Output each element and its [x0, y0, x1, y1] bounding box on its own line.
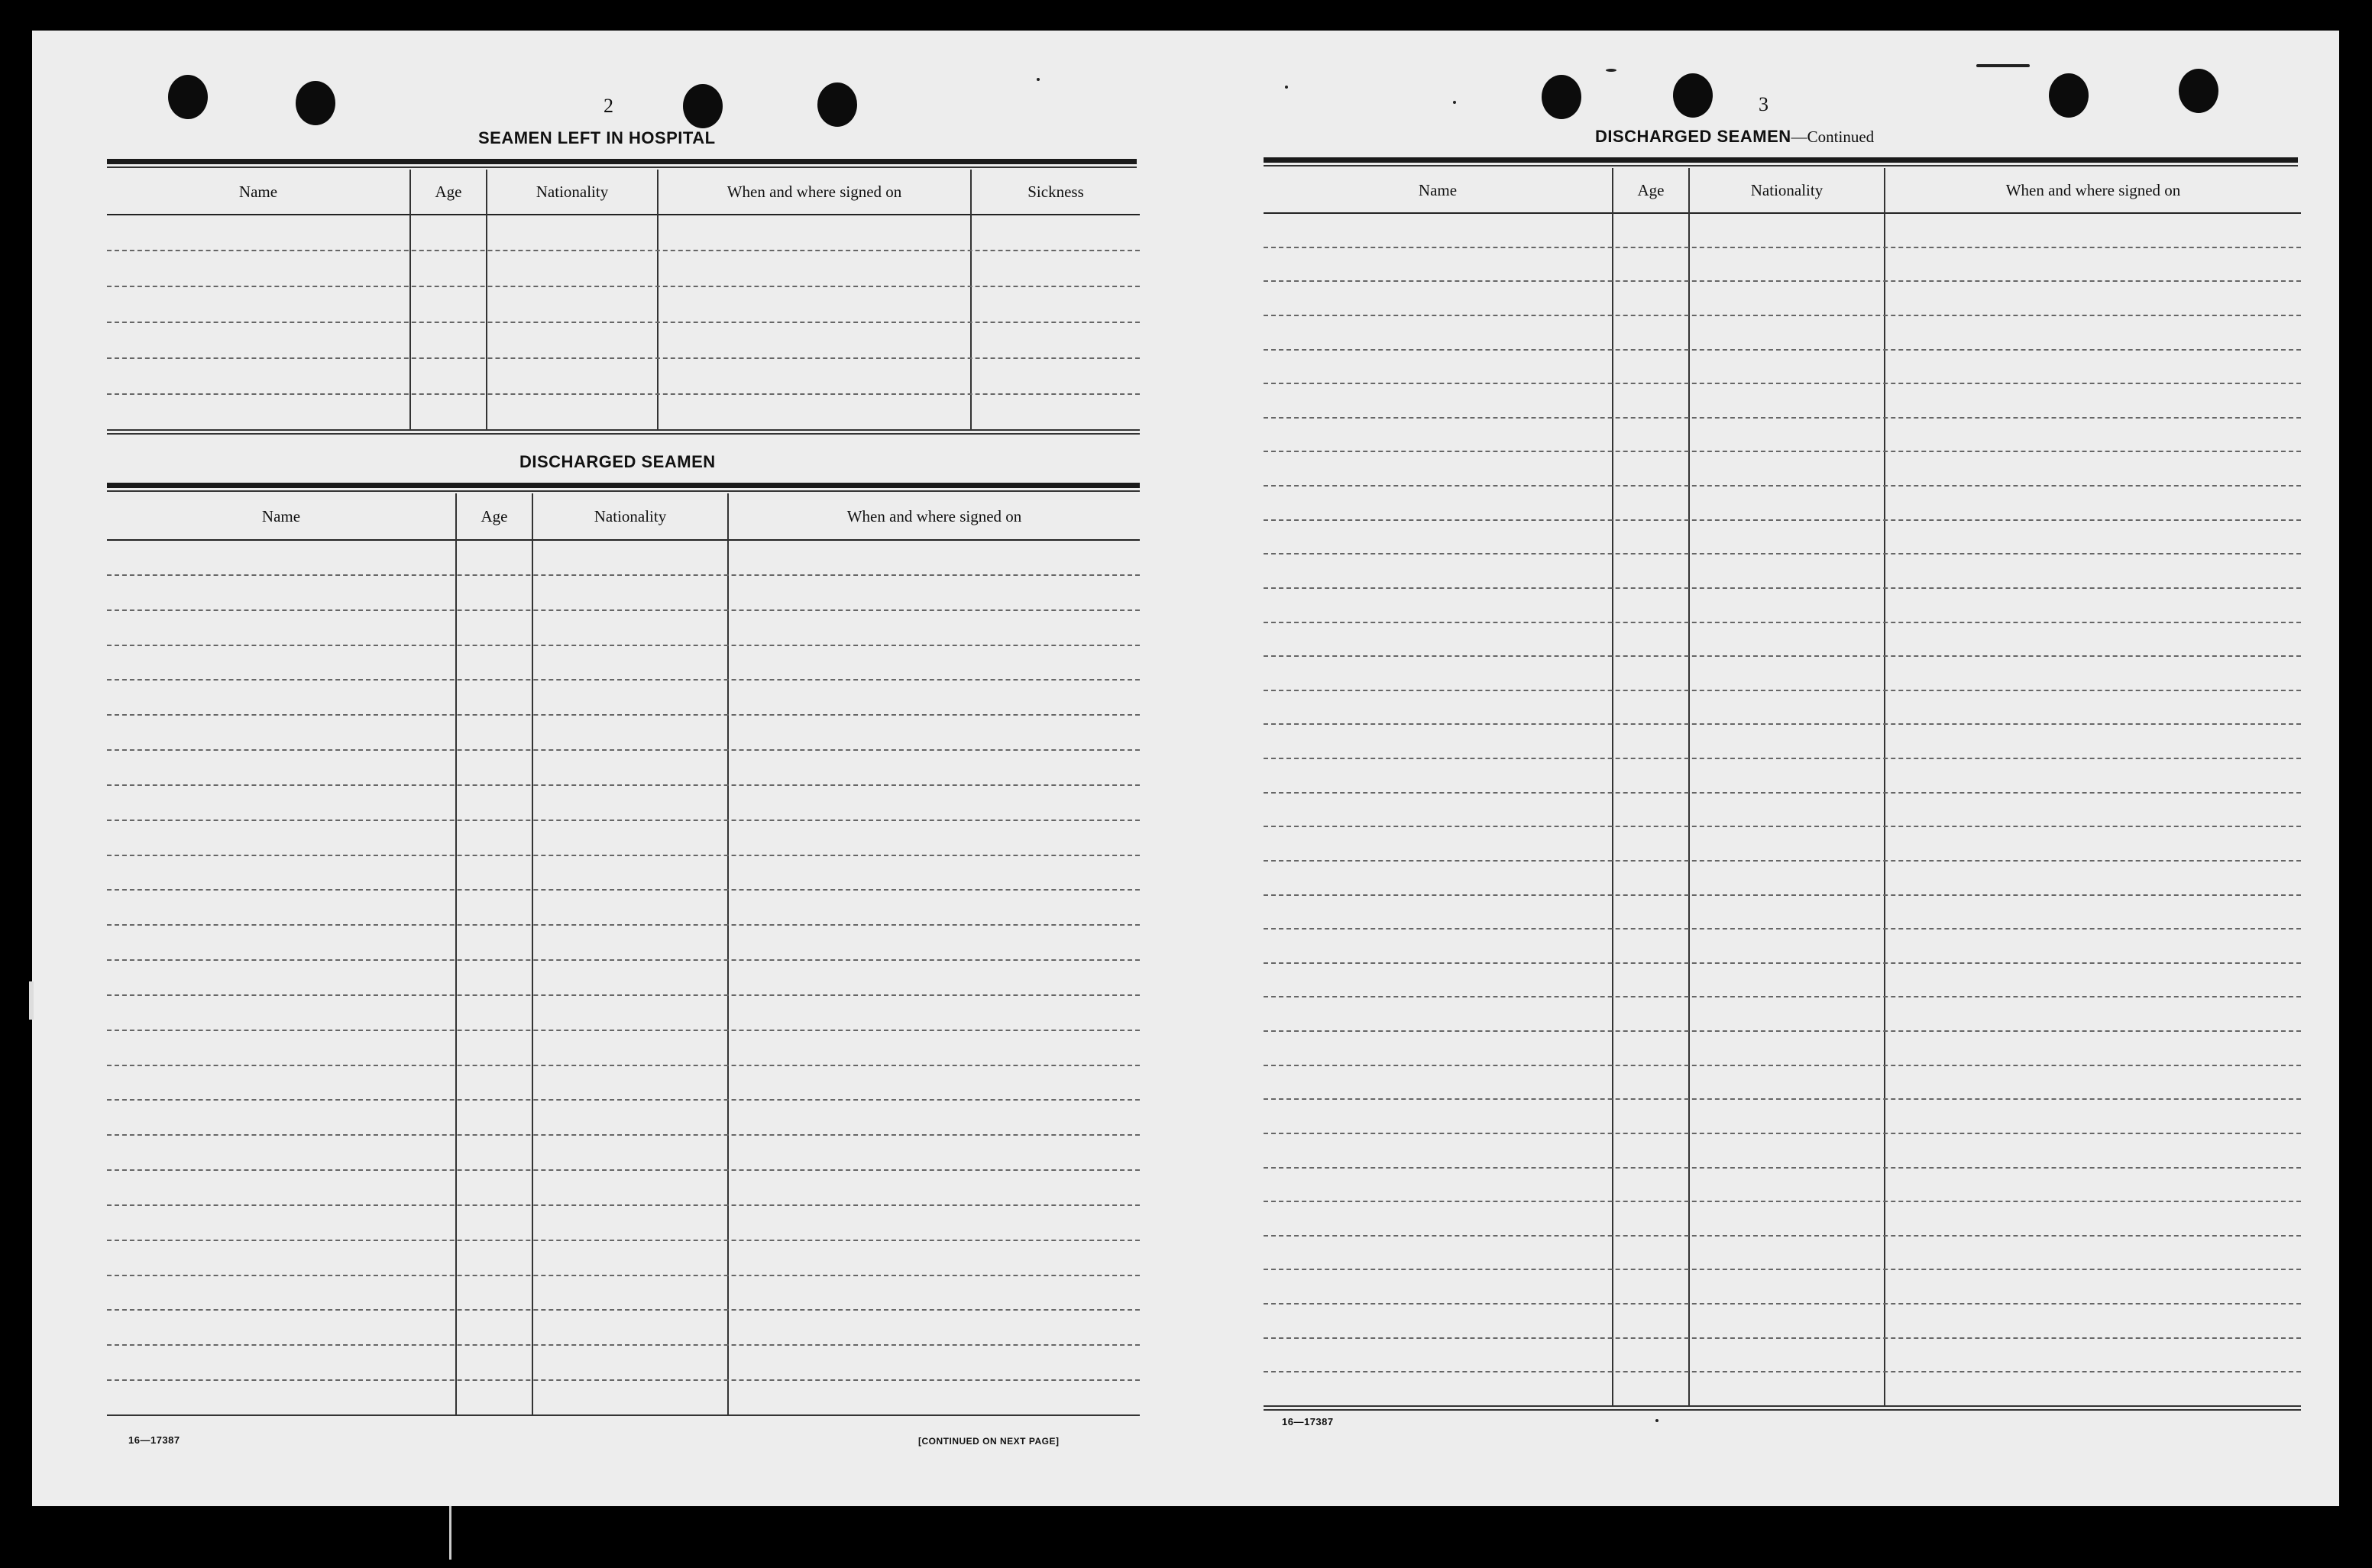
- column-divider: [532, 493, 533, 1414]
- table-row: [107, 1344, 1140, 1346]
- column-divider: [1884, 168, 1885, 1405]
- table-row: [1264, 1235, 2301, 1237]
- punch-hole: [2049, 73, 2089, 118]
- table-row: [1264, 451, 2301, 452]
- table-row: [1264, 280, 2301, 282]
- edge-mark: [449, 1506, 451, 1560]
- discharged-title: DISCHARGED SEAMEN: [519, 452, 716, 471]
- hospital-col-when-where: When and where signed on: [726, 182, 902, 201]
- column-divider: [727, 493, 729, 1414]
- column-divider: [657, 170, 659, 429]
- discharged-continued-header: [1264, 168, 2301, 214]
- hospital-top-rule: [107, 159, 1137, 164]
- table-row: [1264, 553, 2301, 554]
- column-divider: [970, 170, 972, 429]
- table-row: [107, 714, 1140, 716]
- page-number-right: 3: [1759, 93, 1768, 115]
- table-row: [1264, 1030, 2301, 1032]
- table-row: [107, 645, 1140, 646]
- punch-hole: [683, 84, 723, 128]
- table-row: [107, 855, 1140, 856]
- table-row: [1264, 417, 2301, 419]
- table-row: [107, 1275, 1140, 1276]
- punch-hole: [1542, 75, 1581, 119]
- discharged-top-rule-thin: [107, 490, 1140, 492]
- table-row: [1264, 1371, 2301, 1372]
- punch-hole: [296, 81, 335, 125]
- punch-hole: [817, 82, 857, 127]
- table-row: [107, 1169, 1140, 1171]
- discharged-col-when-where: When and where signed on: [846, 506, 1022, 525]
- right-col-when-where: When and where signed on: [2005, 180, 2181, 199]
- continued-note: [CONTINUED ON NEXT PAGE]: [918, 1436, 1060, 1447]
- discharged-continued-table: [1264, 168, 2301, 1405]
- discharged-table: [107, 493, 1140, 1414]
- table-row: [107, 1309, 1140, 1311]
- table-row: [1264, 996, 2301, 997]
- table-row: [1264, 622, 2301, 623]
- table-row: [1264, 792, 2301, 794]
- table-row: [1264, 1303, 2301, 1305]
- table-row: [1264, 758, 2301, 759]
- discharged-bottom-rule: [107, 1414, 1140, 1416]
- punch-hole: [2179, 69, 2218, 113]
- continued-suffix: —Continued: [1791, 128, 1875, 146]
- hospital-top-rule-thin: [107, 166, 1137, 168]
- table-row: [1264, 1065, 2301, 1066]
- right-bottom-rule: [1264, 1405, 2301, 1407]
- hospital-table: [107, 170, 1140, 429]
- punch-hole: [1673, 73, 1713, 118]
- right-bottom-rule-2: [1264, 1409, 2301, 1411]
- speck: [1976, 64, 2030, 67]
- table-row: [107, 994, 1140, 996]
- discharged-continued-title-text: DISCHARGED SEAMEN: [1595, 127, 1791, 146]
- form-number-left: 16—17387: [128, 1434, 180, 1446]
- table-row: [107, 1065, 1140, 1066]
- table-row: [1264, 860, 2301, 862]
- discharged-top-rule: [107, 483, 1140, 488]
- table-row: [1264, 1098, 2301, 1100]
- discharged-col-nationality: Nationality: [594, 506, 667, 525]
- table-row: [107, 393, 1140, 395]
- column-divider: [1612, 168, 1613, 1405]
- table-row: [1264, 1269, 2301, 1270]
- table-row: [1264, 383, 2301, 384]
- speck: [1655, 1419, 1658, 1422]
- table-row: [107, 959, 1140, 961]
- hospital-title: SEAMEN LEFT IN HOSPITAL: [478, 128, 716, 147]
- table-row: [107, 1240, 1140, 1241]
- edge-mark: [29, 981, 34, 1020]
- column-divider: [455, 493, 457, 1414]
- table-row: [1264, 1201, 2301, 1202]
- table-row: [107, 784, 1140, 786]
- discharged-col-age: Age: [481, 506, 508, 525]
- hospital-col-age: Age: [435, 182, 462, 201]
- table-row: [107, 609, 1140, 611]
- table-row: [107, 322, 1140, 323]
- table-row: [107, 1379, 1140, 1381]
- table-row: [107, 286, 1140, 287]
- column-divider: [486, 170, 487, 429]
- table-row: [1264, 826, 2301, 827]
- column-divider: [409, 170, 411, 429]
- table-row: [1264, 349, 2301, 351]
- table-row: [107, 1134, 1140, 1136]
- table-row: [1264, 485, 2301, 487]
- page-number-left: 2: [604, 95, 613, 117]
- document-sheet: [32, 31, 2339, 1506]
- table-row: [107, 1204, 1140, 1206]
- table-row: [1264, 894, 2301, 896]
- table-row: [1264, 690, 2301, 691]
- hospital-bottom-rule: [107, 429, 1140, 431]
- table-row: [107, 679, 1140, 681]
- form-number-right: 16—17387: [1282, 1416, 1334, 1427]
- discharged-col-name: Name: [261, 506, 301, 525]
- table-row: [1264, 1337, 2301, 1339]
- table-row: [1264, 962, 2301, 964]
- table-row: [107, 820, 1140, 821]
- table-row: [1264, 928, 2301, 929]
- table-row: [107, 357, 1140, 359]
- hospital-table-header: [107, 170, 1140, 215]
- hospital-col-name: Name: [238, 182, 278, 201]
- right-col-age: Age: [1637, 180, 1665, 199]
- right-col-name: Name: [1418, 180, 1458, 199]
- speck: [1453, 101, 1456, 104]
- discharged-continued-title: [1595, 127, 1874, 147]
- speck: [1037, 78, 1040, 81]
- table-row: [1264, 723, 2301, 725]
- table-row: [107, 250, 1140, 251]
- table-row: [107, 889, 1140, 891]
- table-row: [107, 924, 1140, 926]
- table-row: [107, 1030, 1140, 1031]
- hospital-bottom-rule-2: [107, 433, 1140, 435]
- table-row: [1264, 247, 2301, 248]
- speck: [1285, 86, 1288, 89]
- table-row: [1264, 519, 2301, 521]
- right-col-nationality: Nationality: [1750, 180, 1823, 199]
- hospital-col-nationality: Nationality: [536, 182, 609, 201]
- speck: [1606, 69, 1616, 72]
- hospital-col-sickness: Sickness: [1027, 182, 1084, 201]
- discharged-table-header: [107, 493, 1140, 541]
- table-row: [1264, 1133, 2301, 1134]
- right-top-rule-thin: [1264, 165, 2298, 166]
- right-top-rule: [1264, 157, 2298, 163]
- table-row: [107, 574, 1140, 576]
- punch-hole: [168, 75, 208, 119]
- column-divider: [1688, 168, 1690, 1405]
- table-row: [107, 1099, 1140, 1101]
- table-row: [1264, 655, 2301, 657]
- table-row: [1264, 315, 2301, 316]
- table-row: [1264, 587, 2301, 589]
- table-row: [1264, 1167, 2301, 1169]
- table-row: [107, 749, 1140, 751]
